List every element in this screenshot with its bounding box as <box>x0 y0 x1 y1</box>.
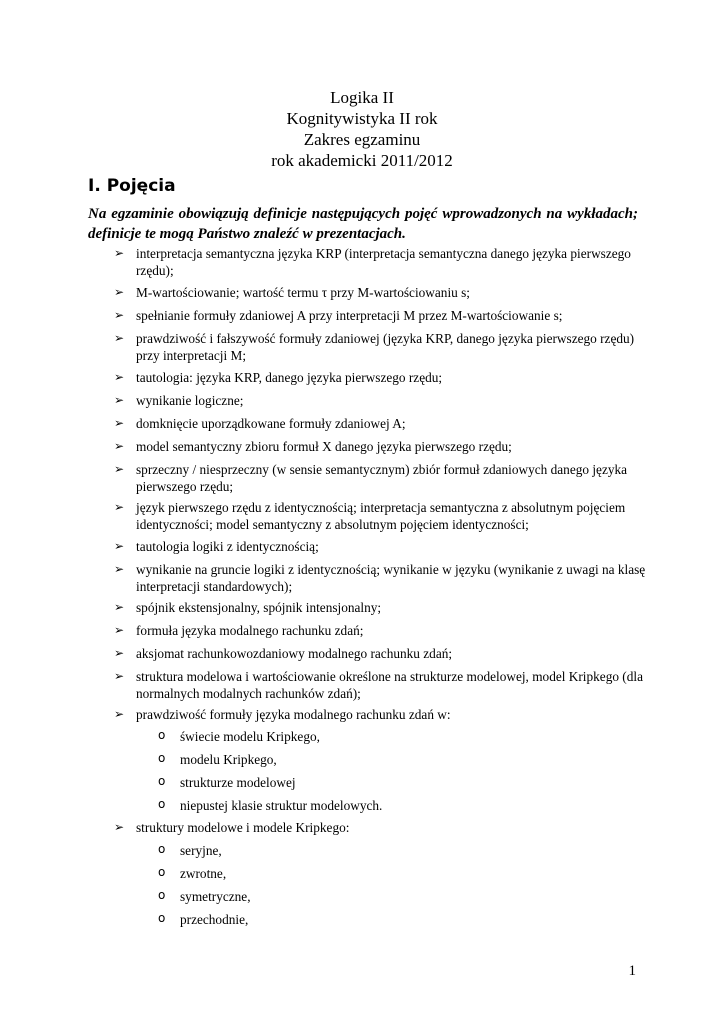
list-item-text: wynikanie logiczne; <box>136 393 244 408</box>
bullet-circle-icon: o <box>158 888 166 902</box>
title-line: Zakres egzaminu <box>303 130 421 149</box>
bullet-arrow-icon: ➢ <box>114 439 125 453</box>
bullet-circle-icon: o <box>158 842 166 856</box>
list-item-text: tautologia: języka KRP, danego języka pierwszego rzędu; <box>136 370 443 385</box>
bullet-arrow-icon: ➢ <box>114 308 125 322</box>
sub-list-item-text: symetryczne, <box>180 889 251 904</box>
sub-list-item-text: zwrotne, <box>180 866 227 881</box>
list-item-text: M-wartościowanie; wartość termu τ przy M-wartościowaniu s; <box>136 285 470 300</box>
sub-list-item-text: modelu Kripkego, <box>180 752 277 767</box>
bullet-circle-icon: o <box>158 911 166 925</box>
list-item <box>114 415 654 432</box>
list-item <box>114 706 654 723</box>
sub-list-item <box>158 728 320 745</box>
list-item-text: język pierwszego rzędu z identycznością; interpretacja semantyczna z absolutnym pojęciem identyczności; model semantyczny z absolutnym pojęciem identyczności; <box>136 500 626 532</box>
sub-list-item-text: świecie modelu Kripkego, <box>180 729 320 744</box>
list-item-text: spełnianie formuły zdaniowej A przy interpretacji M przez M-wartościowanie s; <box>136 308 563 323</box>
sub-list-item <box>158 888 251 905</box>
list-item <box>114 284 654 301</box>
list-item <box>114 561 654 595</box>
bullet-arrow-icon: ➢ <box>114 669 125 683</box>
list-item <box>114 499 654 533</box>
list-item-text: prawdziwość i fałszywość formuły zdaniowej (języka KRP, danego języka pierwszego rzędu) przy interpretacji M; <box>136 331 635 363</box>
list-item-text: aksjomat rachunkowozdaniowy modalnego rachunku zdań; <box>136 646 453 661</box>
list-item <box>114 668 654 702</box>
bullet-arrow-icon: ➢ <box>114 370 125 384</box>
sub-list-item <box>158 774 296 791</box>
list-item-text: prawdziwość formuły języka modalnego rachunku zdań w: <box>136 707 451 722</box>
list-item <box>114 307 654 324</box>
list-item-text: interpretacja semantyczna języka KRP (interpretacja semantyczna danego języka pierwszego rzędu); <box>136 246 631 278</box>
sub-list-item-text: seryjne, <box>180 843 222 858</box>
bullet-circle-icon: o <box>158 797 166 811</box>
bullet-arrow-icon: ➢ <box>114 331 125 345</box>
document-title <box>0 87 724 171</box>
sub-list-item-text: przechodnie, <box>180 912 249 927</box>
list-item <box>114 622 654 639</box>
list-item-text: sprzeczny / niesprzeczny (w sensie semantycznym) zbiór formuł zdaniowych danego języka pierwszego rzędu; <box>136 462 628 494</box>
list-item <box>114 438 654 455</box>
title-line: Kognitywistyka II rok <box>286 109 438 128</box>
list-item-text: wynikanie na gruncie logiki z identycznością; wynikanie w języku (wynikanie z uwagi na klasę interpretacji standardowych); <box>136 562 646 594</box>
list-item <box>114 392 654 409</box>
bullet-arrow-icon: ➢ <box>114 820 125 834</box>
list-item <box>114 819 654 836</box>
title-line: Logika II <box>330 88 394 107</box>
list-item <box>114 538 654 555</box>
bullet-arrow-icon: ➢ <box>114 646 125 660</box>
bullet-arrow-icon: ➢ <box>114 623 125 637</box>
list-item-text: spójnik ekstensjonalny, spójnik intensjonalny; <box>136 600 382 615</box>
bullet-arrow-icon: ➢ <box>114 285 125 299</box>
sub-list-item <box>158 751 277 768</box>
bullet-arrow-icon: ➢ <box>114 600 125 614</box>
list-item <box>114 245 654 279</box>
sub-list-item-text: niepustej klasie struktur modelowych. <box>180 798 383 813</box>
sub-list-item-text: strukturze modelowej <box>180 775 296 790</box>
list-item-text: domknięcie uporządkowane formuły zdaniowej A; <box>136 416 406 431</box>
list-item-text: formuła języka modalnego rachunku zdań; <box>136 623 364 638</box>
list-item-text: tautologia logiki z identycznością; <box>136 539 319 554</box>
bullet-arrow-icon: ➢ <box>114 562 125 576</box>
bullet-arrow-icon: ➢ <box>114 246 125 260</box>
list-item <box>114 599 654 616</box>
bullet-arrow-icon: ➢ <box>114 462 125 476</box>
list-item <box>114 461 654 495</box>
list-item-text: model semantyczny zbioru formuł X danego języka pierwszego rzędu; <box>136 439 512 454</box>
bullet-circle-icon: o <box>158 865 166 879</box>
list-item <box>114 645 654 662</box>
title-line: rok akademicki 2011/2012 <box>271 151 453 170</box>
list-item-text: struktury modelowe i modele Kripkego: <box>136 820 350 835</box>
bullet-arrow-icon: ➢ <box>114 707 125 721</box>
bullet-arrow-icon: ➢ <box>114 393 125 407</box>
sub-list-item <box>158 797 382 814</box>
bullet-circle-icon: o <box>158 728 166 742</box>
bullet-arrow-icon: ➢ <box>114 500 125 514</box>
intro-paragraph: Na egzaminie obowiązują definicje następujących pojęć wprowadzonych na wykładach; definicje te mogą Państwo znaleźć w prezentacjach. <box>88 206 638 242</box>
sub-list-item <box>158 842 222 859</box>
bullet-arrow-icon: ➢ <box>114 416 125 430</box>
bullet-circle-icon: o <box>158 751 166 765</box>
bullet-circle-icon: o <box>158 774 166 788</box>
list-item-text: struktura modelowa i wartościowanie określone na strukturze modelowej, model Kripkego (dla normalnych modalnych rachunków zdań); <box>136 669 643 701</box>
list-item <box>114 369 654 386</box>
section-heading: I. Pojęcia <box>88 176 176 196</box>
page-number: 1 <box>628 963 636 979</box>
sub-list-item <box>158 865 226 882</box>
list-item <box>114 330 654 364</box>
bullet-arrow-icon: ➢ <box>114 539 125 553</box>
sub-list-item <box>158 911 248 928</box>
